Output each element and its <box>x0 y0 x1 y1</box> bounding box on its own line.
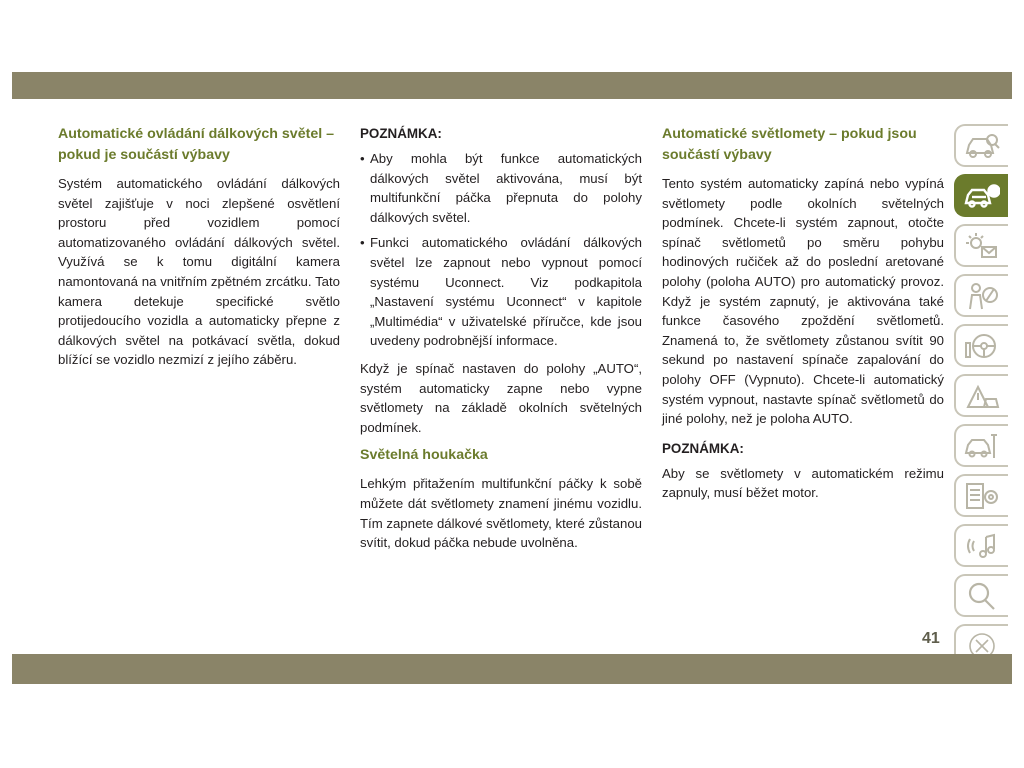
page-number: 41 <box>922 630 940 647</box>
tab-safety[interactable] <box>954 274 1008 317</box>
note-paragraph: Aby se světlomety v automatickém režimu zapnuly, musí běžet motor. <box>662 465 944 501</box>
tab-introduction[interactable] <box>954 124 1008 167</box>
car-info-icon <box>964 181 1000 211</box>
note-title: POZNÁMKA: <box>662 440 744 456</box>
section-heading-auto-high-beam: Automatické ovládání dálkových světel – pokud je součástí výbavy <box>58 126 334 163</box>
paragraph-flash-to-pass: Lehkým přitažením multifunkční páčky k sobě můžete dát světlomety znamení jinému vozidlu. Tím zapnete dálkové světlomety, které zůstanou svítit, dokud páčka nebude uvolněna. <box>360 476 642 551</box>
chapter-tab-sidebar <box>954 124 1012 674</box>
airbag-safety-icon <box>964 281 1000 311</box>
top-color-band <box>12 72 1012 99</box>
note-bullet-list <box>360 149 642 351</box>
column-left <box>58 124 340 378</box>
tab-starting-operating[interactable] <box>954 324 1008 367</box>
column-middle <box>360 124 642 561</box>
tab-getting-to-know-vehicle[interactable] <box>954 174 1008 217</box>
note-title: POZNÁMKA: <box>360 126 442 141</box>
tab-technical-specifications[interactable] <box>954 474 1008 517</box>
steering-wheel-icon <box>964 331 1000 361</box>
note-bullet-item: • Funkci automatického ovládání dálkových světel lze zapnout nebo vypnout pomocí systému Uconnect. Viz podkapitola „Nastavení systému Uconnect“ v kapitole „Multimédia“ v uživatelské příručce, kde jsou uvedeny podrobnější informace. <box>360 233 642 351</box>
tab-instrument-panel[interactable] <box>954 224 1008 267</box>
tab-multimedia[interactable] <box>954 524 1008 567</box>
note-bullet-item: • Aby mohla být funkce automatických dálkových světel aktivována, musí být multifunkční páčka přepnuta do polohy dálkových světel. <box>360 149 642 227</box>
warning-triangle-car-icon <box>964 381 1000 411</box>
section-heading-flash-to-pass: Světelná houkačka <box>360 447 488 464</box>
tab-in-case-of-emergency[interactable] <box>954 374 1008 417</box>
bottom-color-band <box>12 654 1012 684</box>
paragraph-auto-high-beam: Systém automatického ovládání dálkových světel zajišťuje v noci zlepšené osvětlení prostoru před vozidlem pomocí automatizovaného ovládání dálkových světel. Využívá se k tomu digitální kamera namontovaná na vnitřním zpětném zrcátku. Tato kamera detekuje specifické světlo protijedoucího vozidla a automaticky přepne z dálkových světel na potkávací světla, dokud blížící se vozidlo nezmizí z jejího záběru. <box>58 176 340 368</box>
index-search-icon <box>964 581 1000 611</box>
tab-index[interactable] <box>954 574 1008 617</box>
technical-specs-gear-icon <box>964 481 1000 511</box>
paragraph-auto-headlights: Tento systém automaticky zapíná nebo vypíná světlomety podle okolních světelných podmínek. Chcete-li systém zapnout, otočte spínač světlometů po směru pohybu hodinových ručiček až do poslední aretované polohy (poloha AUTO) pro automatický provoz. Když je systém zapnutý, je aktivována také funkce časového zpoždění světlometů. Znamená to, že světlomety zůstanou svítit 90 sekund po nastavení spínače zapalování do polohy OFF (Vypnuto). Chcete-li automatický systém vypnout, nastavte spínač světlometů do jiné polohy, než je poloha AUTO. <box>662 176 944 427</box>
section-heading-auto-headlights: Automatické světlomety – pokud jsou součástí výbavy <box>662 126 917 163</box>
paragraph-auto-switch: Když je spínač nastaven do polohy „AUTO“, systém automaticky zapne nebo vypne světlomety na základě okolních světelných podmínek. <box>360 360 642 435</box>
dashboard-warning-lights-icon <box>964 231 1000 261</box>
tab-servicing-maintenance[interactable] <box>954 424 1008 467</box>
car-service-wrench-icon <box>964 431 1000 461</box>
car-magnifier-icon <box>964 131 1000 161</box>
column-right <box>662 124 944 511</box>
multimedia-music-icon <box>964 531 1000 561</box>
